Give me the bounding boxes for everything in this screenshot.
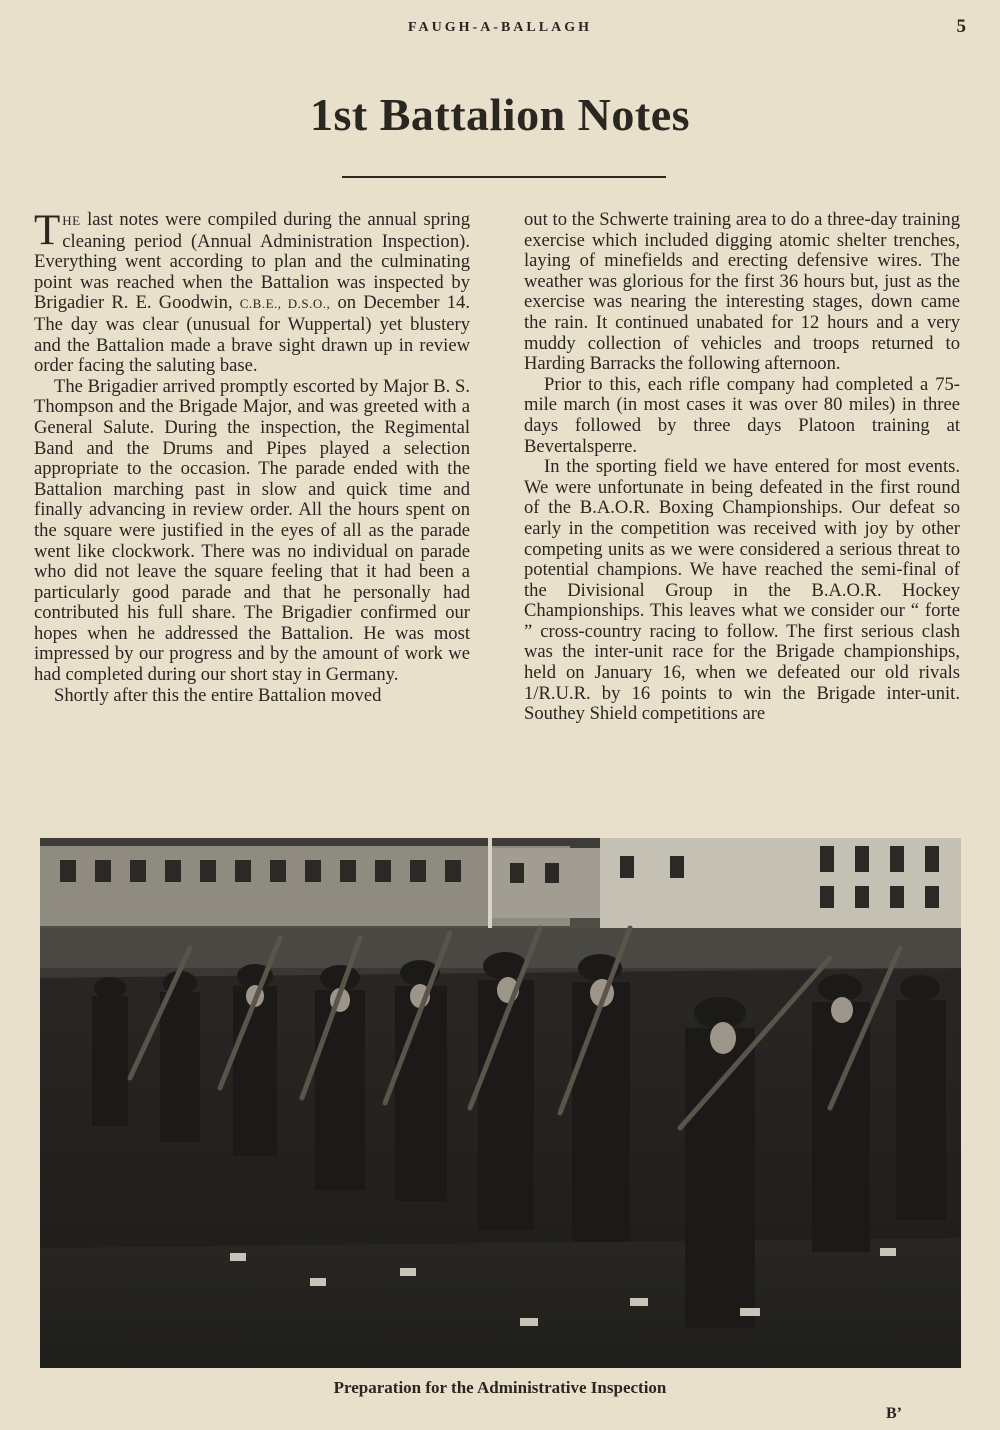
paragraph-4: out to the Schwerte training area to do a three-day training exercise which included digging atomic shelter trenches, laying of minefields and erecting defensive wires. The weather was glorious for the first 36 hours but, just as the exercise was nearing the interesting stages, down came the rain. It continued unabated for 12 hours and a very muddy collection of vehicles and troops returned to Harding Barracks the following afternoon. (524, 209, 960, 375)
running-title: FAUGH-A-BALLAGH (408, 20, 592, 35)
paragraph-3: Shortly after this the entire Battalion moved (54, 684, 382, 706)
title-rule (342, 176, 666, 178)
honours: C.B.E., D.S.O., (239, 296, 331, 312)
drop-cap: T (34, 207, 61, 254)
running-head (0, 18, 1000, 42)
left-column (34, 207, 470, 706)
paragraph-5: Prior to this, each rifle company had completed a 75-mile march (in most cases it was over 80 miles) in three days followed by three days Platoon training at Bevertalsperre. (524, 373, 960, 457)
parade-photo (40, 838, 961, 1368)
paragraph-2: The Brigadier arrived promptly escorted by Major B. S. Thompson and the Brigade Major, and was greeted with a General Salute. During the inspection, the Regimental Band and the Drums and Pipes played a selection appropriate to the occasion. The parade ended with the Battalion marching past in slow and quick time and finally advancing in review order. All the hours spent on the square were justified in the eyes of all as the parade went like clockwork. There was no individual on parade who did not leave the square feeling that it had been a particularly good parade and that he personally had contributed his full share. The Brigadier confirmed our hopes when he addressed the Battalion. He was most impressed by our progress and by the amount of work we had completed during our short stay in Germany. (34, 375, 470, 686)
paragraph-1-text-a: last notes were compiled during the annual spring cleaning period (Annual Administration Inspection). Everything went according to plan and the culminating point was reached when the Battalion was inspected by Brigadier R. E. Goodwin, (34, 209, 470, 314)
paragraph-1-text-b: on December 14. The day was clear (unusual for Wuppertal) yet blustery and the Battalion made a brave sight drawn up in review order facing the saluting base. (34, 292, 470, 377)
page-number: 5 (956, 16, 966, 37)
article-title: 1st Battalion Notes (309, 89, 691, 140)
paragraph-1 (34, 207, 470, 377)
signature-mark: B’ (886, 1405, 902, 1422)
small-caps-lead: HE (62, 213, 81, 228)
paragraph-6: In the sporting field we have entered for most events. We were unfortunate in being defeated in the first round of the B.A.O.R. Boxing Championships. Our defeat so early in the competition was received with joy by other competing units as we were considered a serious threat to potential champions. We have reached the semi-final of the Divisional Group in the B.A.O.R. Hockey Championships. This leaves what we consider our “ forte ” cross-country racing to follow. The first serious clash was the inter-unit race for the Brigade championships, held on January 16, when we defeated our old rivals 1/R.U.R. by 16 points to win the Brigade inter-unit. Southey Shield competitions are (524, 456, 960, 725)
parade-photo-drawing (40, 838, 961, 1368)
photo-caption: Preparation for the Administrative Inspection (333, 1378, 667, 1397)
right-column (524, 210, 960, 725)
